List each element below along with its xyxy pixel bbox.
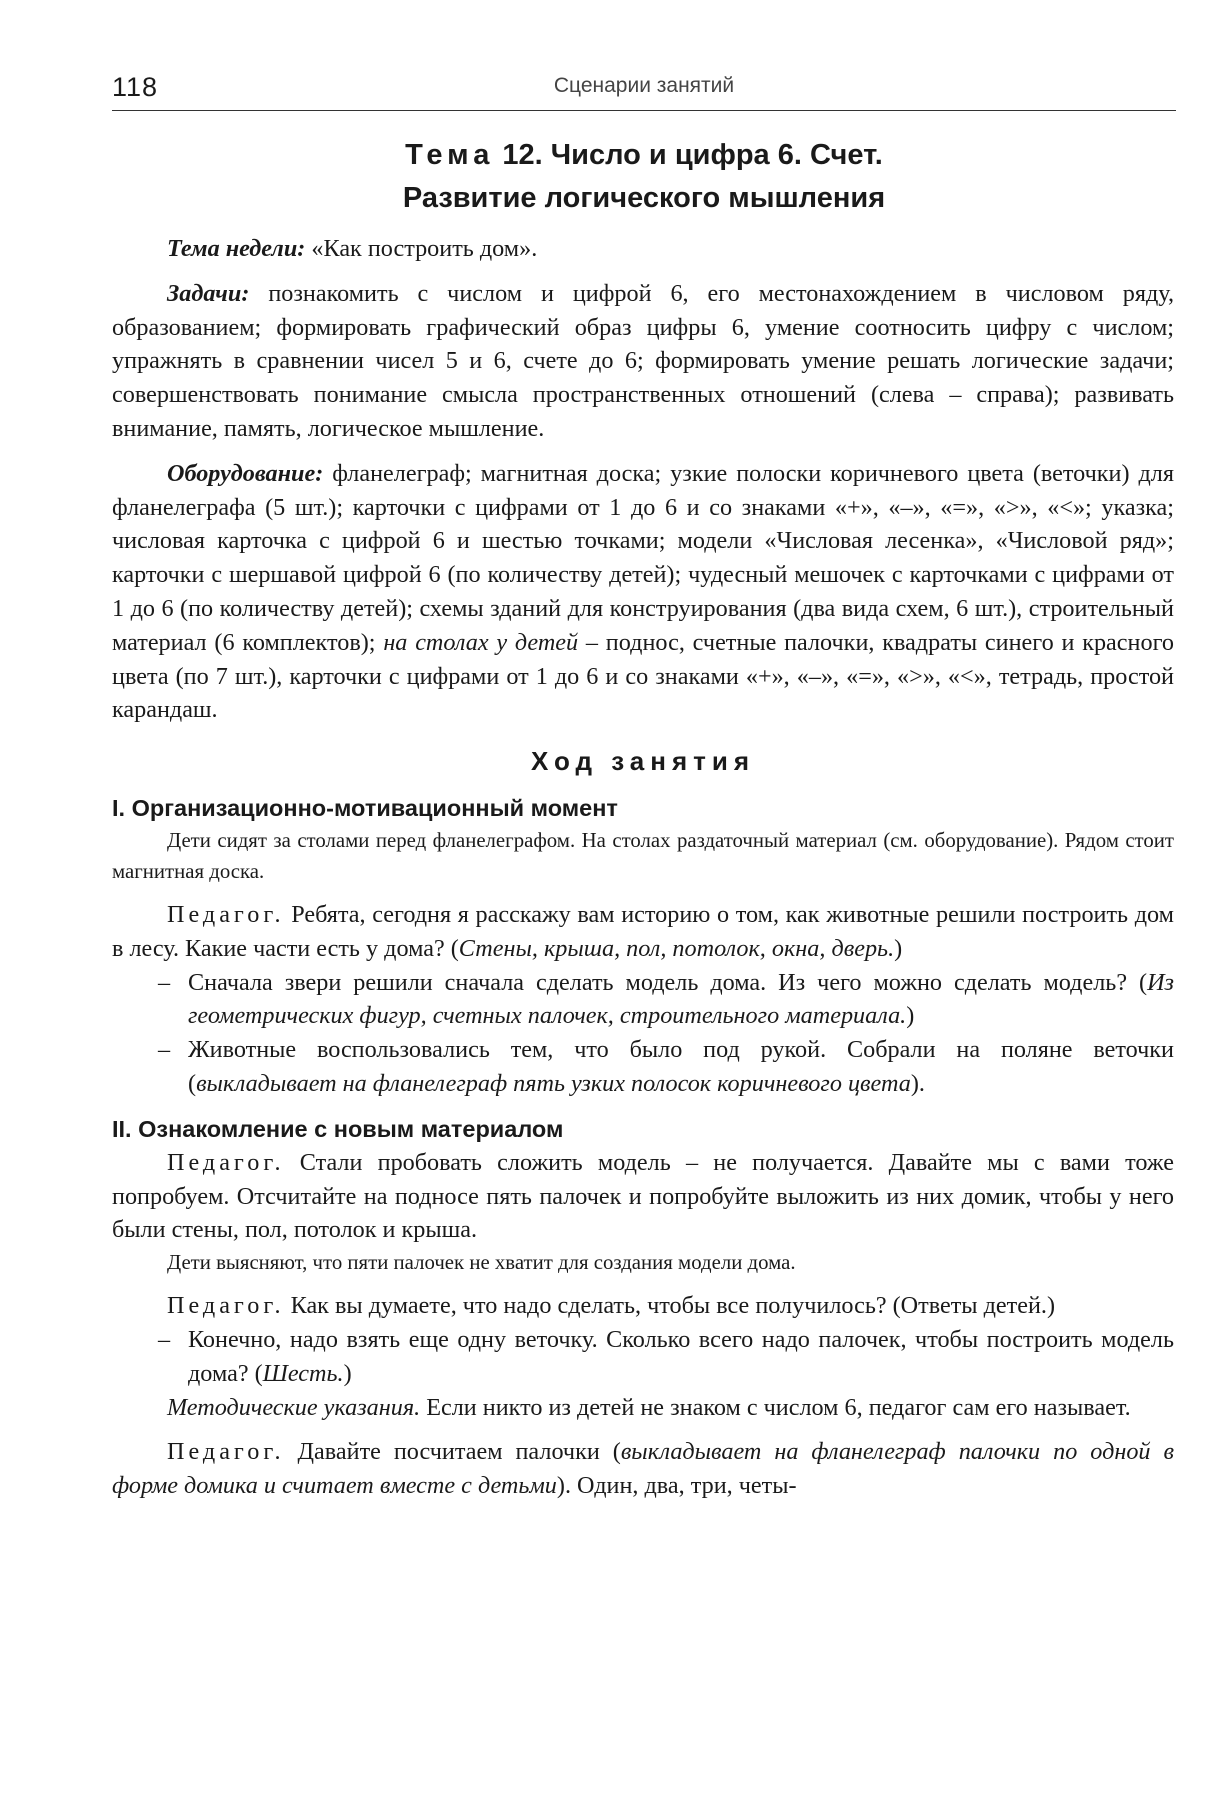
page-body — [112, 232, 1174, 1503]
running-header — [112, 66, 1176, 111]
method-note-paragraph — [112, 1391, 1174, 1425]
lesson-title — [112, 134, 1176, 220]
dialogue-line — [112, 1323, 1174, 1391]
action-italic: выкладывает на фланелеграф пять узких полосок коричневого цвета — [196, 1069, 911, 1097]
dialogue-text: Конечно, надо взять еще одну веточку. Сколько всего надо палочек, чтобы построить модель дома? ( — [188, 1325, 1174, 1387]
title-line-2: Развитие логического мышления — [402, 182, 886, 214]
section-name: Сценарии занятий — [553, 74, 735, 97]
tasks-label: Задачи: — [167, 279, 250, 307]
section-2-teacher-paragraph-3 — [112, 1435, 1174, 1503]
section-1-heading: I. Организационно-мотивационный момент — [112, 794, 618, 821]
dialogue-line — [112, 966, 1174, 1034]
speaker-label: Педагог. — [167, 1148, 285, 1176]
equipment-text-end: – поднос, счетные палочки, квадраты синего и красного цвета (по 7 шт.), карточки с цифрами от 1 до 6 и со знаками «+», «–», «=», «>», «<», тетрадь, простой карандаш. — [112, 628, 1174, 724]
lesson-heading: Ход занятия — [530, 746, 756, 777]
paragraph-text: Как вы думаете, что надо сделать, чтобы все получилось? (Ответы детей.) — [284, 1292, 1055, 1320]
method-label: Методические указания. — [167, 1393, 421, 1421]
tasks-text: познакомить с числом и цифрой 6, его местонахождением в числовом ряду, образованием; формировать графический образ цифры 6, умение соотносить цифру с числом; упражнять в сравнении чисел 5 и 6, счете до 6; формировать умение решать логические задачи; совершенствовать понимание смысла пространственных отношений (слева – справа); развивать внимание, память, логическое мышление. — [112, 279, 1174, 442]
section-2-teacher-paragraph-2 — [112, 1289, 1174, 1323]
dash-mark: – — [158, 968, 171, 996]
dialogue-end: ) — [343, 1359, 352, 1387]
title-line-1 — [112, 134, 1176, 177]
equipment-text: фланелеграф; магнитная доска; узкие полоски коричневого цвета (веточки) для фланелеграфа (5 шт.); карточки с цифрами от 1 до 6 и со знаками «+», «–», «=», «>», «<»; указка; числовая карточка с цифрой 6 и шестью точками; модели «Числовая лесенка», «Числовой ряд»; карточки с шершавой цифрой 6 (по количеству детей); чудесный мешочек с карточками с цифрами от 1 до 6 (по количеству детей); схемы зданий для конструирования (два вида схем, 6 шт.), строительный материал (6 комплектов); — [112, 459, 1174, 656]
method-text: Если никто из детей не знаком с числом 6, педагог сам его называет. — [420, 1393, 1131, 1421]
answer-italic: Стены, крыша, пол, потолок, окна, дверь. — [458, 934, 895, 962]
dialogue-end: ) — [906, 1002, 915, 1030]
paragraph-text: Стали пробовать сложить модель – не получается. Давайте мы с вами тоже попробуем. Отсчитайте на подносе пять палочек и попробуйте выложить из них домик, чтобы у него были стены, пол, потолок и крыша. — [112, 1148, 1174, 1244]
answer-italic: Шесть. — [262, 1359, 344, 1387]
section-1-teacher-paragraph — [112, 898, 1174, 966]
dash-mark: – — [158, 1036, 171, 1064]
paragraph-end: ) — [894, 934, 903, 962]
speaker-label: Педагог. — [167, 1438, 285, 1466]
dash-mark: – — [158, 1325, 171, 1353]
dialogue-line — [112, 1033, 1174, 1101]
answer-italic: Из геометрических фигур, счетных палочек, строительного материала. — [188, 968, 1174, 1030]
title-prefix: Тема — [405, 139, 495, 171]
paragraph-text: Ребята, сегодня я расскажу вам историю о том, как животные решили построить дом в лесу. Какие части есть у дома? ( — [112, 900, 1174, 962]
section-2-teacher-paragraph-1 — [112, 1146, 1174, 1247]
dialogue-text: Животные воспользовались тем, что было под рукой. Собрали на поляне веточки ( — [188, 1036, 1174, 1097]
title-topic: 12. Число и цифра 6. Счет. — [494, 139, 883, 171]
paragraph-text: Давайте посчитаем палочки ( — [284, 1438, 621, 1466]
dialogue-text: Сначала звери решили сначала сделать модель дома. Из чего можно сделать модель? ( — [188, 968, 1148, 996]
speaker-label: Педагог. — [167, 900, 285, 928]
paragraph-end: ). Один, два, три, четы- — [556, 1472, 797, 1500]
section-1-setup-note: Дети сидят за столами перед фланелеграфом. На столах раздаточный материал (см. оборудование). Рядом стоит магнитная доска. — [112, 828, 1174, 883]
speaker-label: Педагог. — [167, 1292, 285, 1320]
section-2-heading: II. Ознакомление с новым материалом — [112, 1115, 564, 1142]
theme-week-label: Тема недели: — [167, 235, 306, 262]
action-italic: выкладывает на фланелеграф палочки по одной в форме домика и считает вместе с детьми — [112, 1438, 1174, 1500]
equipment-label: Оборудование: — [167, 459, 324, 487]
theme-week-paragraph — [112, 232, 1174, 266]
theme-week-text: «Как построить дом». — [305, 235, 538, 262]
equipment-paragraph — [112, 457, 1174, 727]
section-2-note: Дети выясняют, что пяти палочек не хватит для создания модели дома. — [167, 1251, 796, 1275]
tasks-paragraph — [112, 277, 1174, 446]
dialogue-end: ). — [910, 1069, 925, 1097]
equipment-italic: на столах у детей — [383, 628, 579, 656]
page-number: 118 — [112, 72, 159, 102]
